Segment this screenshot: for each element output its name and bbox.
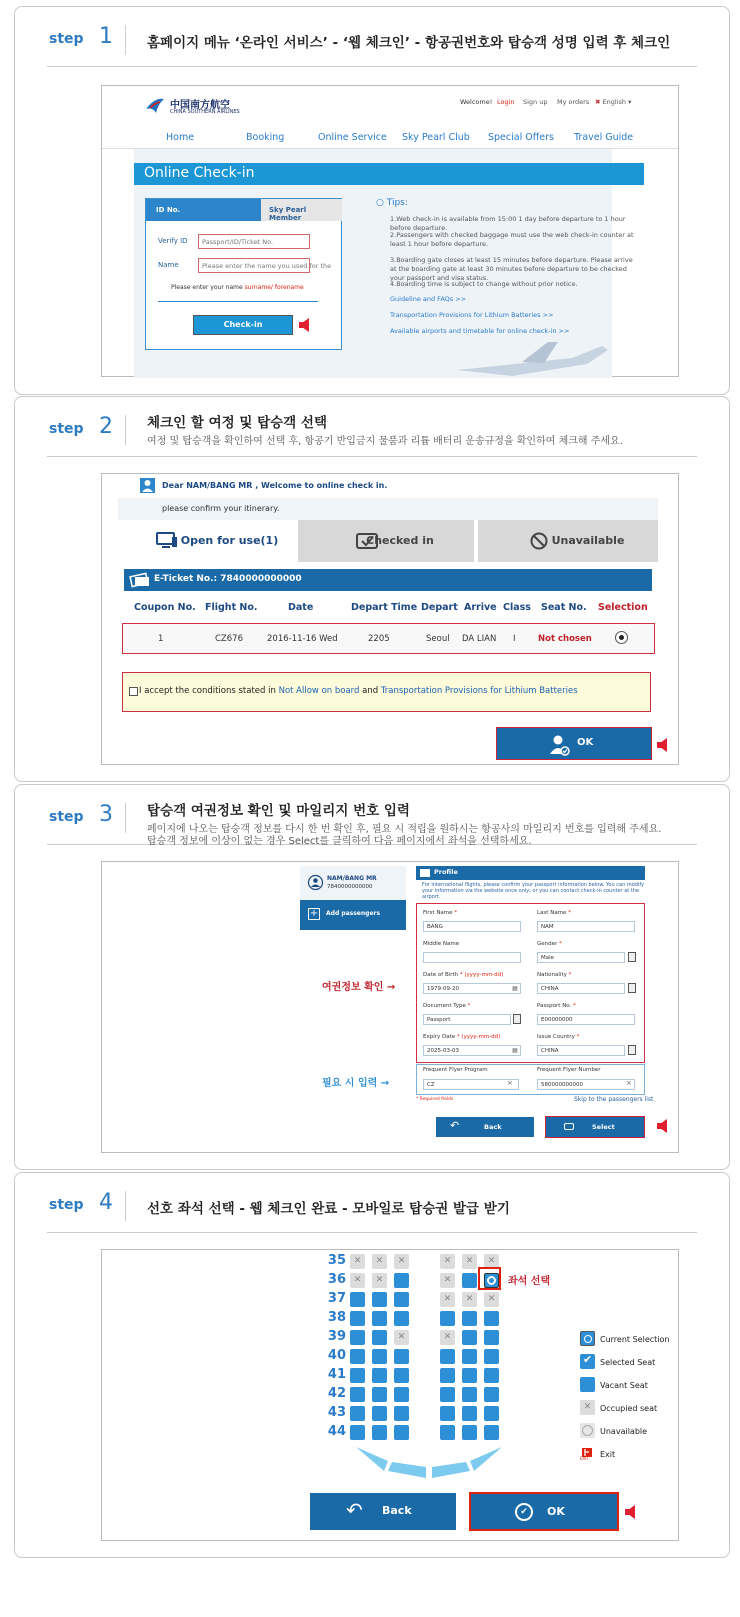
seat[interactable] [372,1387,387,1402]
checkin-button-label: Check-in [223,320,263,329]
title-highlight: 모바일로 탑승권 발급 받기 [352,1201,510,1217]
label-text: Nationality [537,972,567,978]
required-mark: * [456,1034,460,1040]
row-number: 35 [327,1253,346,1268]
occupied-seat [372,1273,387,1288]
seat-icon [564,1123,574,1130]
seat[interactable] [372,1425,387,1440]
pointer-arrow-icon [625,1505,635,1519]
seat[interactable] [440,1349,455,1364]
tab-label: Checked in [366,534,434,547]
step-4-card [14,1172,730,1558]
tip-2: 2.Passengers with checked baggage must use the web check-in counter at least 1 hour before departure. [390,231,634,248]
form-divider [158,301,318,302]
link-lithium[interactable]: Transportation Provisions for Lithium Batteries [380,686,578,696]
unavailable-icon [530,532,548,550]
row-number: 38 [327,1310,346,1325]
label-text: Issue Country [537,1034,575,1040]
tab-label: ID No. [156,206,181,214]
seat[interactable] [394,1425,409,1440]
unavailable-icon [582,1425,593,1436]
divider [125,25,126,55]
seat[interactable] [350,1368,365,1383]
step-subtitle-2: 탑승객 정보에 이상이 없는 경우 Select를 클릭하여 다음 페이지에서 좌석을 선택하세요. [147,836,532,847]
col-seat-no: Seat No. [541,602,587,613]
step-title [147,1197,510,1217]
select-label: Select [592,1123,615,1131]
orders-link[interactable]: My orders [557,98,590,106]
step-2-card [14,396,730,782]
list-icon [628,1045,636,1055]
gender-label [537,941,562,947]
issue-country-label [537,1034,579,1040]
document-type-label [423,1003,470,1009]
checkin-screenshot [101,85,679,377]
seat[interactable] [350,1425,365,1440]
ok-button[interactable] [469,1492,619,1531]
document-type-select[interactable]: Passport [423,1014,511,1025]
chevron-down-icon: ▾ [628,98,632,106]
tab-sky-pearl[interactable] [261,199,342,221]
step-label: step [49,809,84,825]
legend-exit: Exit [600,1450,616,1459]
confirm-text: please confirm your itinerary. [162,504,280,513]
required-mark: * [467,1003,471,1009]
welcome-text: Dear NAM/BANG MR , Welcome to online check in. [162,481,388,490]
seat[interactable] [350,1292,365,1307]
computer-icon [156,532,178,550]
flight-no: CZ676 [215,634,243,644]
divider [125,803,126,833]
divider [125,415,126,445]
welcome-bar [118,474,658,498]
exit-tag: EXIT [580,1456,589,1461]
flag-icon: ✖ [595,98,601,106]
seat[interactable] [484,1425,499,1440]
seatmap-screenshot [101,1249,679,1541]
language-selector[interactable] [595,98,631,106]
seat[interactable] [462,1349,477,1364]
profile-title: Profile [434,868,458,876]
required-mark: * [454,910,458,916]
logo-english: CHINA SOUTHERN AIRLINES [170,109,240,115]
skip-link[interactable]: Skip to the passengers list [574,1096,654,1103]
expiry-date-input[interactable]: 2025-03-03 [423,1045,521,1056]
legend-selected-seat: Selected Seat [600,1358,656,1367]
title-part: 선호 좌석 선택 - 웹 체크인 완료 - [147,1201,353,1217]
required-mark: * [559,941,562,947]
circle-icon: ○ [376,198,384,208]
seat[interactable] [372,1406,387,1421]
link-not-allow[interactable]: Not Allow on board [278,686,360,696]
required-mark: * [568,910,571,916]
label-text: Document Type [423,1003,466,1009]
required-mark: * [573,1003,576,1009]
label-text: Passport No. [537,1003,572,1009]
seat[interactable] [350,1330,365,1345]
nationality-label [537,972,571,978]
airplane-icon [452,336,612,378]
step-title: 체크인 할 여정 및 탑승객 선택 [147,415,327,431]
first-name-label [423,910,457,916]
current-seat-highlight [478,1267,501,1290]
seat[interactable] [372,1368,387,1383]
label-text: Gender [537,941,558,947]
ffn-input[interactable]: 580000000000 [537,1079,635,1090]
seat[interactable] [462,1330,477,1345]
seat[interactable] [350,1311,365,1326]
step-3-header [47,795,697,845]
step-1-header [47,17,697,67]
seat-status: Not chosen [538,634,592,644]
clear-icon[interactable]: × [626,1079,632,1087]
nav-online-service[interactable]: Online Service [318,132,387,143]
step-1-card [14,6,730,395]
step-2-header [47,407,697,457]
tip-3: 3.Boarding gate closes at least 15 minutes before departure. Please arrive at the boarding gate at least 30 minutes before departure to be checked your passport and visa status. [390,256,633,282]
seat[interactable] [440,1311,455,1326]
step-subtitle: 여정 및 탑승객을 확인하여 선택 후, 항공기 반입금지 물품과 리튬 배터리 운송규정을 확인하여 체크해 주세요. [147,436,623,447]
tab-id-no[interactable] [146,199,261,221]
hint-highlight: surname/ forename [244,284,304,291]
col-class: Class [503,602,531,613]
seat[interactable] [440,1387,455,1402]
occupied-seat [462,1292,477,1307]
plus-icon: + [309,908,319,919]
label-text: First Name [423,910,453,916]
ffp-label: Frequent Flyer Program [423,1067,488,1073]
user-icon [308,875,323,890]
label-text: Date of Birth [423,972,459,978]
seat[interactable] [484,1406,499,1421]
list-icon [513,1014,521,1024]
signup-link[interactable]: Sign up [523,98,548,106]
row-number: 40 [327,1348,346,1363]
seat[interactable] [372,1311,387,1326]
passenger-name: NAM/BANG MR [327,875,377,882]
add-passengers-label: Add passengers [326,910,381,917]
last-name-input[interactable]: NAM [537,921,635,932]
step-title: 홈페이지 메뉴 ‘온라인 서비스’ - ‘웹 체크인’ - 항공권번호와 탑승객 성명 입력 후 체크인 [147,35,671,51]
seat[interactable] [462,1387,477,1402]
name-hint [171,284,304,291]
name-label: Name [158,261,179,269]
required-note: * Required fields [416,1097,454,1102]
step-number: 3 [99,802,113,827]
conditions-box [122,672,651,712]
nav-home[interactable]: Home [166,132,195,143]
occupied-seat [372,1254,387,1269]
row-number: 36 [327,1272,346,1287]
link-guideline-faq[interactable]: Guideline and FAQs >> [390,295,467,303]
seat[interactable] [462,1311,477,1326]
tab-unavailable[interactable] [478,520,658,562]
tab-label: Open for use(1) [180,534,279,547]
seat[interactable] [350,1349,365,1364]
eticket-number: E-Ticket No.: 7840000000000 [154,574,302,584]
profile-icon [420,869,430,877]
list-icon [628,983,636,993]
flight-date: 2016-11-16 Wed [267,634,338,644]
step-number: 4 [99,1190,113,1215]
back-label: Back [484,1123,502,1131]
ticket-check-icon [356,533,378,549]
col-depart-time: Depart Time [351,602,418,613]
nationality-select[interactable]: CHINA [537,983,625,994]
occupied-seat [440,1330,455,1345]
nav-special-offers[interactable]: Special Offers [488,132,554,143]
seat[interactable] [394,1292,409,1307]
row-number: 41 [327,1367,346,1382]
back-arrow-icon: ↶ [450,1119,460,1132]
occupied-seat [484,1292,499,1307]
accept-label: I accept the conditions stated in [139,686,279,696]
add-passengers-button[interactable] [300,900,406,930]
check-icon: ✔ [583,1353,593,1366]
seat[interactable] [484,1387,499,1402]
login-link[interactable]: Login [497,98,515,106]
legend-occupied-seat: Occupied seat [600,1404,658,1413]
verify-id-input[interactable]: Passport/ID/Ticket No. [198,234,310,249]
calendar-icon [628,952,636,962]
pointer-arrow-icon [657,738,667,752]
required-mark: * [576,1034,580,1040]
gender-select[interactable]: Male [537,952,625,963]
confirm-bar [118,498,658,520]
user-check-icon [549,734,571,756]
legend-exit-icon [580,1446,595,1461]
tips-heading: Tips: [386,198,408,208]
dob-input[interactable]: 1979-09-20 [423,983,521,994]
clear-icon[interactable]: × [507,1079,513,1087]
seat[interactable] [394,1311,409,1326]
nav-sky-pearl-club[interactable]: Sky Pearl Club [402,132,470,143]
label-text: Expiry Date [423,1034,456,1040]
col-coupon-no: Coupon No. [134,602,196,613]
seat[interactable] [372,1349,387,1364]
check-circle-icon: ✔ [515,1503,533,1521]
legend-current-selection-icon [580,1331,595,1346]
select-button[interactable] [545,1116,645,1138]
coupon-no: 1 [158,634,164,644]
hint-text: Please enter your name [171,284,245,291]
passport-no-input[interactable]: E00000000 [537,1014,635,1025]
step-subtitle-1: 페이지에 나오는 탑승객 정보를 다시 한 번 확인 후, 필요 시 적립을 원하시는 항공사의 마일리지 번호를 입력해 주세요. [147,824,662,835]
seat[interactable] [394,1387,409,1402]
legend-vacant-seat: Vacant Seat [600,1381,648,1390]
occupied-seat [394,1254,409,1269]
language-label: English [602,98,627,106]
seat[interactable] [394,1368,409,1383]
ticket-icon [130,573,150,587]
passenger-card[interactable] [300,866,406,900]
ok-button[interactable] [496,727,652,760]
seat[interactable] [484,1311,499,1326]
row-number: 39 [327,1329,346,1344]
radio-dot [619,635,624,640]
step-label: step [49,1197,84,1213]
nav-travel-guide[interactable]: Travel Guide [574,132,634,143]
seat[interactable] [394,1273,409,1288]
occupied-seat [394,1330,409,1345]
seat[interactable] [394,1349,409,1364]
seat[interactable] [440,1425,455,1440]
passport-note: 여권정보 확인 → [322,982,396,993]
col-depart: Depart [421,602,458,613]
link-available-airports[interactable]: Available airports and timetable for online check-in >> [390,327,570,335]
logo-chinese: 中国南方航空 [170,100,230,111]
dob-label [423,972,503,978]
col-arrive: Arrive [464,602,497,613]
occupied-seat [440,1292,455,1307]
seat[interactable] [350,1406,365,1421]
legend-vacant-seat-icon [580,1377,595,1392]
seat[interactable] [394,1406,409,1421]
back-label: Back [382,1504,412,1517]
depart-time: 2205 [368,634,390,644]
issue-country-select[interactable]: CHINA [537,1045,625,1056]
tab-label: Sky Pearl Member [269,206,307,222]
tip-1: 1.Web check-in is available from 15:00 1 day before departure to 1 hour before departure. [390,215,626,232]
seat[interactable] [484,1330,499,1345]
tab-checked-in[interactable] [298,520,474,562]
step-title: 탑승객 여권정보 확인 및 마일리지 번호 입력 [147,803,410,819]
passport-no-label [537,1003,576,1009]
arrive-city: DA LIAN [462,634,497,644]
back-button[interactable] [310,1493,456,1530]
pointer-arrow-icon [657,1119,667,1133]
last-name-label [537,910,571,916]
seat[interactable] [462,1406,477,1421]
seat[interactable] [350,1387,365,1402]
calendar-icon[interactable]: ▦ [512,1047,518,1054]
user-icon [140,478,155,493]
legend-unavailable: Unavailable [600,1427,648,1436]
seat[interactable] [440,1406,455,1421]
target-icon [584,1335,592,1343]
seat[interactable] [462,1273,477,1288]
ok-label: OK [577,737,594,748]
pointer-arrow-icon [299,318,309,332]
seat[interactable] [484,1349,499,1364]
link-lithium-batteries[interactable]: Transportation Provisions for Lithium Batteries >> [390,311,554,319]
step-4-header [47,1183,697,1233]
checkin-button[interactable] [193,315,293,335]
seat[interactable] [440,1368,455,1383]
format-hint: (yyyy-mm-dd) [461,1034,501,1040]
tip-4: 4.Boarding time is subject to change without prior notice. [390,280,578,288]
airline-logo-icon [144,95,166,117]
row-number: 43 [327,1405,346,1420]
label-text: Last Name [537,910,567,916]
accept-and: and [359,686,381,696]
plane-nose-icon [354,1445,504,1481]
accept-text [139,686,578,696]
back-arrow-icon: ↶ [346,1498,363,1522]
depart-city: Seoul [426,634,450,644]
airline-logo [144,95,264,119]
occupied-seat [440,1254,455,1269]
occupied-seat [440,1273,455,1288]
verify-id-label: Verify ID [158,237,188,245]
name-input[interactable]: Please enter the name you used for the [198,258,310,273]
tips-title [376,198,408,208]
format-hint: (yyyy-mm-dd) [464,972,504,978]
row-number: 42 [327,1386,346,1401]
eticket-bar [124,569,652,591]
occupied-seat [462,1254,477,1269]
itinerary-screenshot [101,473,679,765]
banner-title: Online Check-in [144,165,255,181]
page-banner [134,163,644,185]
class: I [513,634,516,644]
selection-radio[interactable] [615,631,628,644]
seat-note: 좌석 선택 [508,1276,551,1287]
seat[interactable] [484,1368,499,1383]
occupied-seat [350,1273,365,1288]
row-number: 37 [327,1291,346,1306]
ok-label: OK [547,1505,565,1518]
col-selection: Selection [598,602,648,613]
checkin-form [145,198,342,350]
ffp-select[interactable]: CZ [423,1079,519,1090]
seat[interactable] [462,1368,477,1383]
welcome-text: Welcome! [460,98,493,106]
seat[interactable] [462,1425,477,1440]
middle-name-input[interactable] [423,952,521,963]
profile-header [416,866,645,880]
required-mark: * [459,972,463,978]
legend-current-selection: Current Selection [600,1335,670,1344]
step-number: 1 [99,24,113,49]
required-mark: * [568,972,572,978]
ffn-label: Frequent Flyer Number [537,1067,601,1073]
divider [125,1191,126,1221]
seat[interactable] [372,1330,387,1345]
row-number: 44 [327,1424,346,1439]
legend-selected-seat-icon [580,1354,595,1369]
step-label: step [49,421,84,437]
col-date: Date [288,602,314,613]
middle-name-label: Middle Name [423,941,460,947]
profile-screenshot [101,861,679,1153]
accept-checkbox[interactable] [129,687,138,696]
optional-note: 필요 시 입력 → [322,1078,390,1089]
col-flight-no: Flight No. [205,602,258,613]
step-number: 2 [99,414,113,439]
tab-label: Unavailable [551,534,625,547]
nav-booking[interactable]: Booking [246,132,285,143]
legend-occupied-seat-icon [580,1400,595,1415]
first-name-input[interactable]: BANG [423,921,521,932]
calendar-icon[interactable]: ▦ [512,985,518,992]
back-button[interactable] [436,1117,534,1137]
seat[interactable] [372,1292,387,1307]
passenger-ticket: 7840000000000 [327,884,373,890]
tab-open-for-use[interactable] [118,520,293,562]
expiry-date-label [423,1034,500,1040]
step-label: step [49,31,84,47]
profile-notice: For international flights, please confirm your passport information below. You can modify your information via the website once only, or you can contact check-in counter at the airport. [422,882,644,900]
occupied-seat [350,1254,365,1269]
legend-unavailable-icon [580,1423,595,1438]
step-3-card [14,784,730,1170]
